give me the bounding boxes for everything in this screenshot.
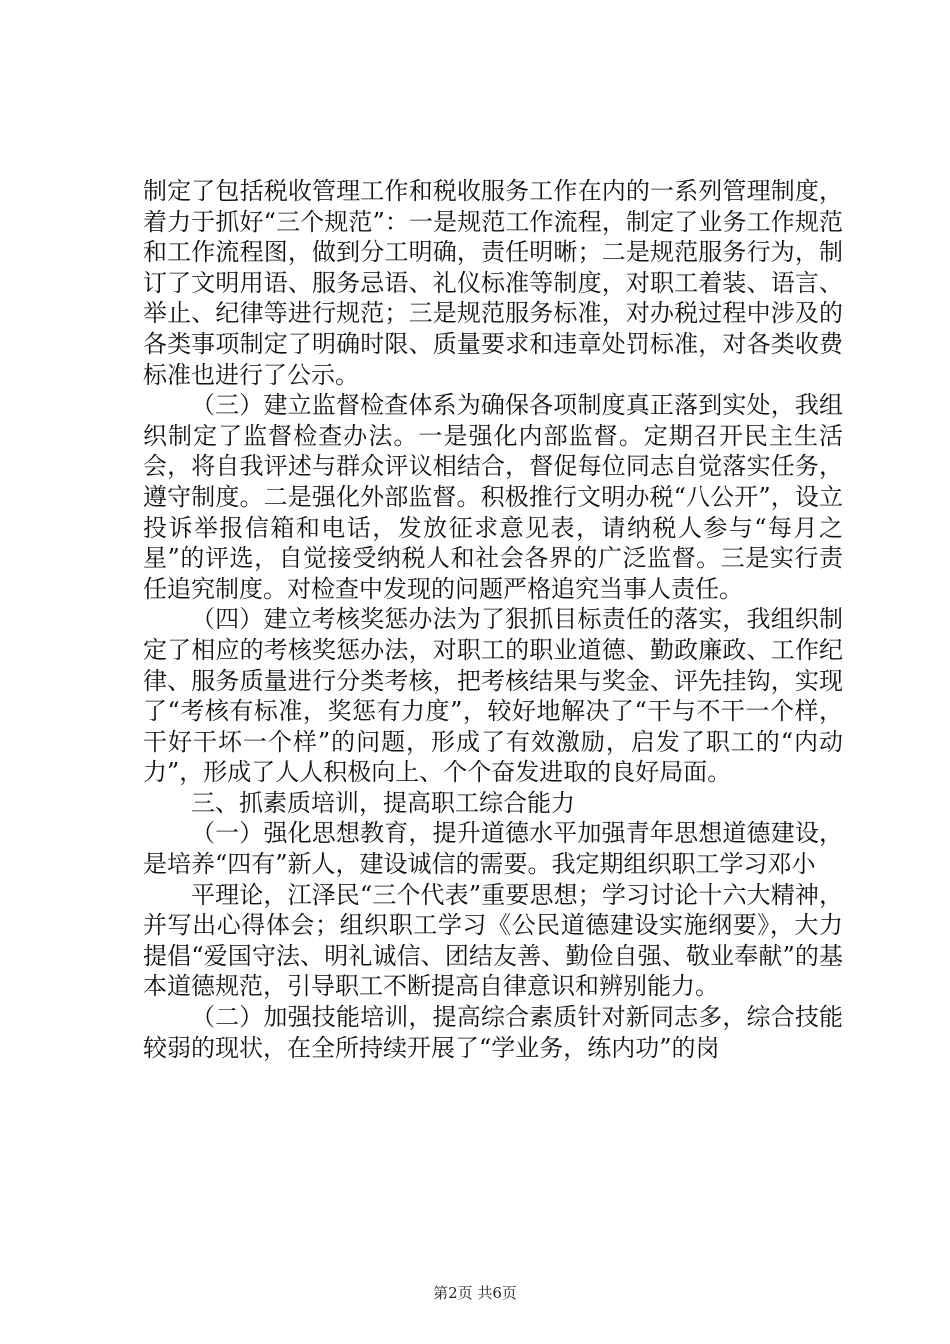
paragraph-management-rules: 制定了包括税收管理工作和税收服务工作在内的一系列管理制度，着力于抓好“三个规范”：一是规范工作流程，制定了业务工作规范和工作流程图，做到分工明确，责任明晰；二是规范服务行为，制订了文明用语、服务忌语、礼仪标准等制度，对职工着装、语言、举止、纪律等进行规范；三是规范服务标准，对办税过程中涉及的各类事项制定了明确时限、质量要求和违章处罚标准，对各类收费标准也进行了公示。 xyxy=(143,177,843,389)
page-number-footer: 第2页 共6页 xyxy=(433,1284,517,1302)
paragraph-theory-study: 平理论，江泽民“三个代表”重要思想；学习讨论十六大精神，并写出心得体会；组织职工学习《公民道德建设实施纲要》，大力提倡“爱国守法、明礼诚信、团结友善、勤俭自强、敬业奉献”的基本道德规范，引导职工不断提高自律意识和辨别能力。 xyxy=(143,880,843,1001)
section-heading-training: 三、抓素质培训，提高职工综合能力 xyxy=(191,788,575,817)
paragraph-skills-training: （二）加强技能培训，提高综合素质针对新同志多，综合技能较弱的现状，在全所持续开展了“学业务，练内功”的岗 xyxy=(143,1003,843,1062)
paragraph-ideological-education: （一）强化思想教育，提升道德水平加强青年思想道德建设，是培养“四有”新人，建设诚信的需要。我定期组织职工学习邓小 xyxy=(143,819,843,879)
document-body xyxy=(143,176,843,1063)
paragraph-assessment: （四）建立考核奖惩办法为了狠抓目标责任的落实，我组织制定了相应的考核奖惩办法，对职工的职业道德、勤政廉政、工作纪律、服务质量进行分类考核，把考核结果与奖金、评先挂钩，实现了“考核有标准，奖惩有力度”，较好地解决了“干与不干一个样，干好干坏一个样”的问题，形成了有效激励，启发了职工的“内动力”，形成了人人积极向上、个个奋发进取的良好局面。 xyxy=(143,605,843,787)
paragraph-supervision: （三）建立监督检查体系为确保各项制度真正落到实处，我组织制定了监督检查办法。一是强化内部监督。定期召开民主生活会，将自我评述与群众评议相结合，督促每位同志自觉落实任务，遵守制度。二是强化外部监督。积极推行文明办税“八公开”，设立投诉举报信箱和电话，发放征求意见表，请纳税人参与“每月之星”的评选，自觉接受纳税人和社会各界的广泛监督。三是实行责任追究制度。对检查中发现的问题严格追究当事人责任。 xyxy=(143,391,843,603)
